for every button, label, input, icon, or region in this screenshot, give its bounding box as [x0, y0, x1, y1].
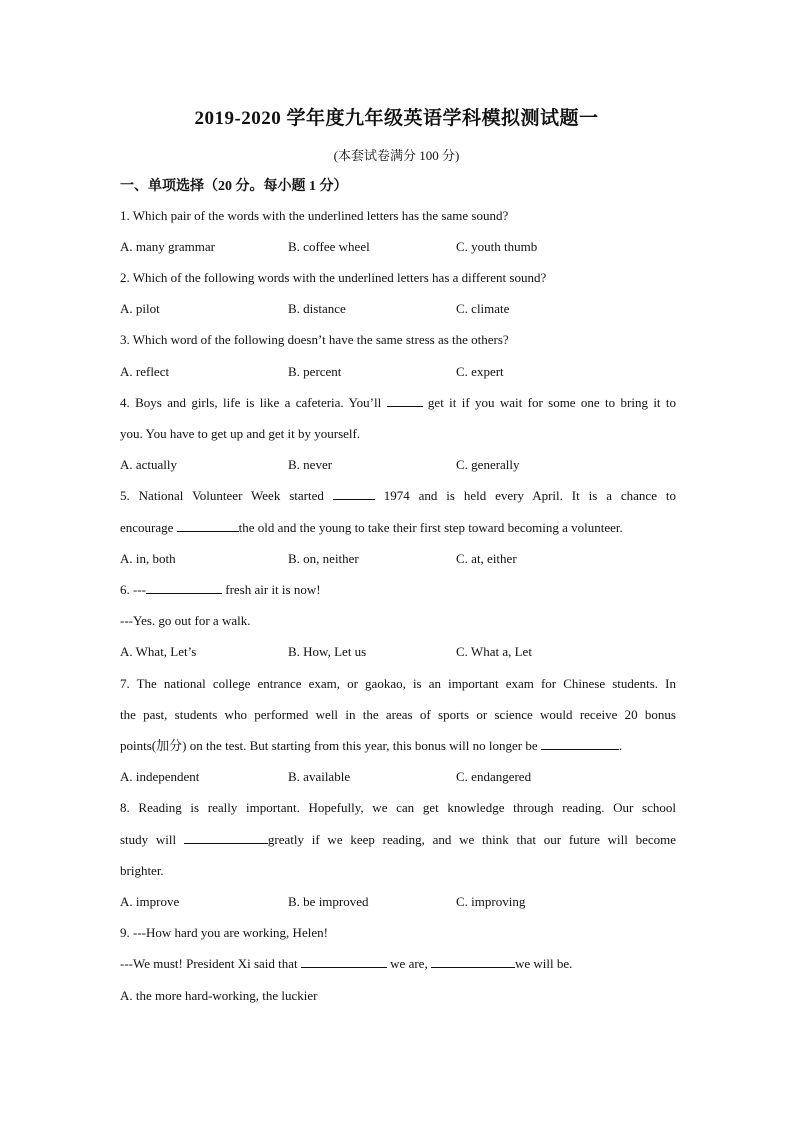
- question-5-text-before-blank: 5. National Volunteer Week started: [120, 488, 324, 503]
- question-2-stem: 2. Which of the following words with the underlined letters has a different sound?: [120, 270, 547, 285]
- question-6-option-c: C. What a, Let: [456, 644, 532, 659]
- question-5-option-b: B. on, neither: [288, 551, 359, 566]
- question-4-text-after-blank: get it if you wait for some one to bring it to: [427, 395, 677, 410]
- question-9-line-1: 9. ---How hard you are working, Helen!: [120, 925, 328, 940]
- question-9-text-before-blank-1: ---We must! President Xi said that: [120, 956, 298, 971]
- question-9-option-a: A. the more hard-working, the luckier: [120, 988, 318, 1003]
- question-8-text-before-blank: study will: [120, 832, 177, 847]
- question-3-stem: 3. Which word of the following doesn’t have the same stress as the others?: [120, 332, 509, 347]
- question-5-line-2-text-after-blank: the old and the young to take their first step toward becoming a volunteer.: [238, 520, 623, 535]
- question-1-stem: 1. Which pair of the words with the underlined letters has the same sound?: [120, 208, 509, 223]
- section-heading: 一、单项选择（20 分。每小题 1 分）: [120, 179, 348, 194]
- question-8-line-1: 8. Reading is really important. Hopefully, we can get knowledge through reading. Our school: [120, 800, 676, 815]
- question-4-option-c: C. generally: [456, 457, 520, 472]
- question-7-line-1: 7. The national college entrance exam, or gaokao, is an important exam for Chinese students. In: [120, 676, 676, 691]
- exam-subtitle: (本套试卷满分 100 分): [333, 148, 460, 163]
- question-8-option-c: C. improving: [456, 894, 526, 909]
- question-2-option-a: A. pilot: [120, 301, 160, 316]
- answer-blank: [387, 394, 423, 407]
- question-7-option-c: C. endangered: [456, 769, 532, 784]
- answer-blank: [301, 955, 387, 968]
- question-6-text-before-blank: 6. ---: [120, 582, 146, 597]
- question-9-line-2: [120, 955, 676, 973]
- question-1-option-b: B. coffee wheel: [288, 239, 370, 254]
- question-6-option-a: A. What, Let’s: [120, 644, 197, 659]
- question-4-option-a: A. actually: [120, 457, 178, 472]
- question-1-option-a: A. many grammar: [120, 239, 215, 254]
- question-9-text-between-blanks: we are,: [390, 956, 428, 971]
- question-5-line-2-text-before-blank: encourage: [120, 520, 174, 535]
- question-4-line-2: you. You have to get up and get it by yourself.: [120, 426, 361, 441]
- exam-title: 2019-2020 学年度九年级英语学科模拟测试题一: [194, 108, 599, 129]
- question-5-line-2: [120, 519, 676, 537]
- question-5-line-1: [120, 487, 676, 505]
- question-7-line-3: [120, 737, 676, 755]
- question-4-text-before-blank: 4. Boys and girls, life is like a cafeteria. You’ll: [120, 395, 382, 410]
- question-6-text-after-blank: fresh air it is now!: [225, 582, 321, 597]
- answer-blank: [333, 487, 375, 500]
- question-1-option-c: C. youth thumb: [456, 239, 538, 254]
- question-8-option-b: B. be improved: [288, 894, 369, 909]
- question-4-option-b: B. never: [288, 457, 333, 472]
- question-7-option-b: B. available: [288, 769, 351, 784]
- question-5-text-after-blank: 1974 and is held every April. It is a chance to: [383, 488, 676, 503]
- answer-blank: [177, 519, 239, 532]
- question-8-option-a: A. improve: [120, 894, 180, 909]
- question-5-option-c: C. at, either: [456, 551, 517, 566]
- question-8-text-after-blank: greatly if we keep reading, and we think that our future will become: [267, 832, 677, 847]
- question-6-line-2: ---Yes. go out for a walk.: [120, 613, 251, 628]
- question-2-option-c: C. climate: [456, 301, 510, 316]
- answer-blank: [146, 581, 222, 594]
- answer-blank: [184, 831, 268, 844]
- question-6-line-1: [120, 581, 676, 599]
- answer-blank: [541, 737, 619, 750]
- question-3-option-a: A. reflect: [120, 364, 170, 379]
- question-5-option-a: A. in, both: [120, 551, 176, 566]
- question-6-option-b: B. How, Let us: [288, 644, 367, 659]
- question-4-line-1: [120, 394, 676, 412]
- question-2-option-b: B. distance: [288, 301, 346, 316]
- question-3-option-c: C. expert: [456, 364, 504, 379]
- answer-blank: [431, 955, 515, 968]
- question-8-line-3: brighter.: [120, 863, 164, 878]
- question-3-option-b: B. percent: [288, 364, 342, 379]
- question-7-text-after-blank: .: [618, 738, 623, 753]
- question-9-text-after-blank-2: we will be.: [514, 956, 573, 971]
- question-7-text-before-blank: points(加分) on the test. But starting from this year, this bonus will no longer be: [120, 738, 538, 753]
- question-7-option-a: A. independent: [120, 769, 200, 784]
- question-8-line-2: [120, 831, 676, 849]
- question-7-line-2: the past, students who performed well in the areas of sports or science would receive 20 bonus: [120, 707, 676, 722]
